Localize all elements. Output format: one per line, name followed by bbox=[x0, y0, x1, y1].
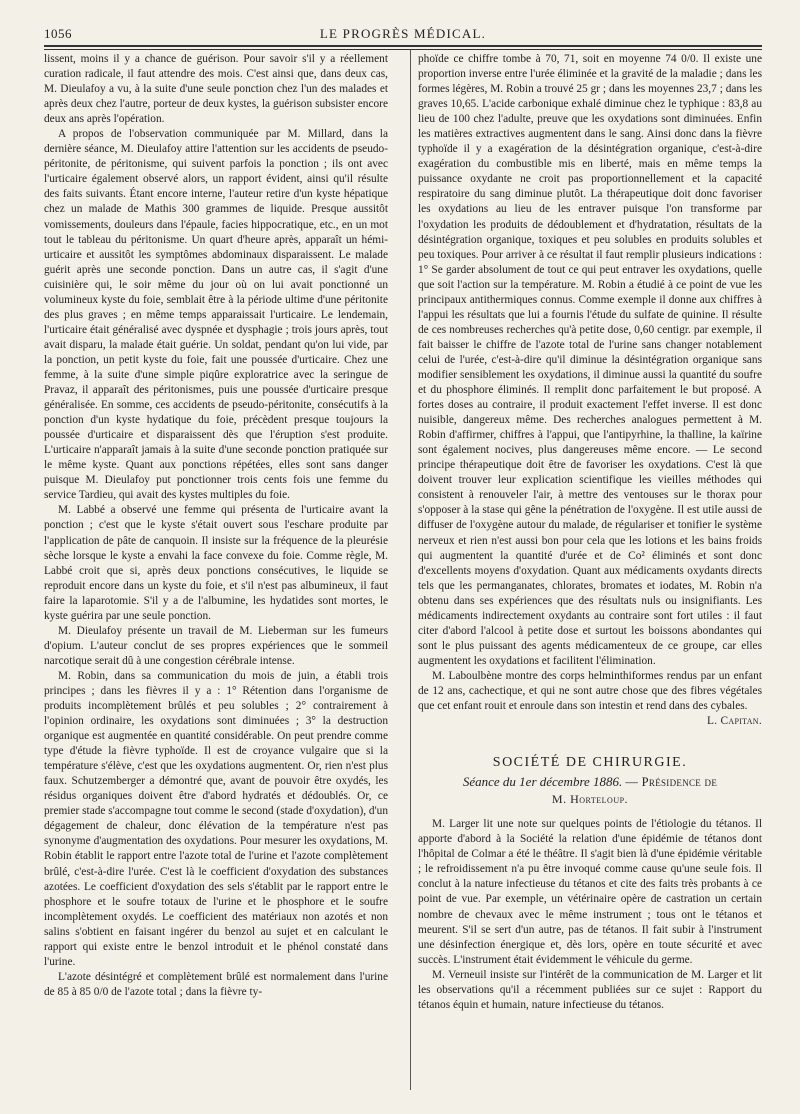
header-rule-thick bbox=[44, 45, 762, 47]
presidency-label: — Présidence de bbox=[625, 775, 718, 790]
paragraph: M. Larger lit une note sur quelques points de l'étiologie du tétanos. Il apporte d'abord à la Société la relation d'une épidémie de tétanos dont l'hôpital de Colmar a été le théâtre. Il s'agit bien là d'une épidémie véritable ; le refroidissement n'a pu être invoqué comme cause qu'une seule fois. Il conclut à la nature infectieuse du tétanos et cite des faits très probants à ce point de vue. Par exemple, un vétérinaire opère de castration un certain nombre de chevaux avec le même instrument ; tous ont le tétanos et meurent. S'il se sert d'un autre, pas de tétanos. Il fait subir à l'instrument une désinfection énergique et, dès lors, opère en toute sécurité et avec succès. L'instrument était évidemment le véhicule du germe. bbox=[418, 818, 762, 966]
column-separator bbox=[410, 50, 411, 1090]
right-column bbox=[418, 52, 762, 1092]
paragraph: M. Robin, dans sa communication du mois de juin, a établi trois principes ; dans les fièvres il y a : 1° Rétention dans l'organisme de produits incomplètement brûlés et peu solubles ; 2° contrairement à l'opinion ordinaire, les oxydations sont diminuées ; 3° la destruction organique est augmentée en quantité considérable. On peut prendre comme type d'étude la fièvre typhoïde. Il est de croyance vulgaire que si la température s'élève, c'est que les oxydations augmentent. Or, rien n'est plus faux. Schutzemberger a démontré que, avant de pouvoir être oxydés, les résidus organiques doivent être d'abord hydratés et dédoublés. Or, ce premier stade s'accompagne tout comme le second (stade d'oxydation), d'un dégagement de chaleur, donc élévation de la température n'est pas synonyme d'augmentation des oxydations. Pour mesurer les oxydations, M. Robin établit le rapport entre l'azote total de l'urine et l'azote complètement brûlé, c'est-à-dire l'urée. C'est là le coefficient d'oxydation des substances azotées. Le coefficient d'oxydation des sels s'établit par le rapport entre le phosphore et le soufre totaux de l'urine et le phosphore et le soufre incomplètement oxydés. Le coefficient des matériaux non azotés et non salins s'obtient en faisant ingérer du benzol au sujet et en calculant le rapport qui existe entre le benzol introduit et le phénol constaté dans l'urine. bbox=[44, 669, 388, 968]
paragraph: M. Labbé a observé une femme qui présenta de l'urticaire avant la ponction ; c'est que le kyste s'était ouvert sous l'eschare produite par l'application de pâte de canquoin. Il insiste sur la fréquence de la pleurésie sèche lorsque le kyste a envahi la face convexe du foie. Comme règle, M. Labbé croit que si, après deux ponctions consécutives, le liquide se reproduit encore dans un kyste du foie, et s'il n'est pas albumineux, il faut faire la laparotomie. S'il y a de l'albumine, les hydatides sont mortes, le kyste guérira par une seule ponction. bbox=[44, 504, 388, 622]
session-date: Séance du 1er décembre 1886. bbox=[462, 774, 623, 790]
header-rule-thin bbox=[44, 49, 762, 50]
paragraph: phoïde ce chiffre tombe à 70, 71, soit en moyenne 74 0/0. Il existe une proportion inverse entre l'urée éliminée et la gravité de la maladie ; dans les formes légères, M. Robin a trouvé 25 gr ; dans les moyennes 23,7 ; dans les graves 10,65. L'acide carbonique exhalé diminue chez le typhique : 83,8 au lieu de 100 chez l'adulte, preuve que les oxydations sont diminuées. Enfin les matières extractives augmentent dans le sang. Ainsi donc dans la fièvre typhoïde il y a exagération de la désintégration organique, c'est-à-dire exagération du combustible mis en liberté, mais en même temps la puissance oxydante ne croit pas proportionnellement et la capacité respiratoire du sang diminue plutôt. La thérapeutique doit donc favoriser les oxydations au lieu de les entraver puisque l'on transforme par l'oxydation les produits de dédoublement et d'hydratation, résultats de la désintégration organique, toxiques et peu solubles en produits solubles et peu toxiques. Pour arriver à ce résultat il faut remplir plusieurs indications : 1° Se garder absolument de tout ce qui peut entraver les oxydations, quelle que soit l'action sur la température. M. Robin a étudié à ce point de vue les principaux antithermiques connus. Comme exemple il donne aux chiffres à l'appui les résultats que lui a fournis l'étude du sulfate de quinine. Il résulte de ces nombreuses recherches qu'à petite dose, 0,60 centigr. par exemple, il fait baisser le chiffre de l'azote total de l'urine sans changer notablement celui de l'urée, c'est-à-dire qu'il diminue la désintégration organique sans modifier sensiblement les oxydations, il diminue aussi la quantité du soufre et du phosphore éliminés. Il remplit donc parfaitement le but proposé. A fortes doses au contraire, il produit exactement l'effet inverse. Il est donc nuisible, dangereux même. Des recherches analogues permettent à M. Robin d'affirmer, chiffres à l'appui, que l'antipyrhine, la thalline, la kaïrine sont également nocives, plus dangereuses même encore. — Le second principe thérapeutique doit être de favoriser les oxydations. C'est là que doivent trouver leur explication scientifique les vieilles méthodes qui consistent à renouveler l'air, à mettre des ventouses sur le thorax pour s'opposer à la stase qui gêne la pénétration de l'oxygène. Il est utile aussi de diffuser de l'oxygène autour du malade, de régulariser et tonifier le système nerveux et rien n'est aussi bon pour cela que les lotions et les bains froids qui augmentent la quantité d'urée et de Co² éliminés et sont donc d'excellents moyens d'oxydation. Quant aux médicaments oxydants directs tels que les permanganates, chlorates, bromates et iodates, M. Robin n'a obtenu dans ses expériences que des résultats nuls ou insignifiants. Les médicaments indirectement oxydants au contraire sont fort utiles : il faut citer d'abord l'alcool à petite dose et surtout les boissons abondantes qui sont le plus puissant des agents médicamenteux de ce groupe, car elles augmentent les oxydations et facilitent l'élimination. bbox=[418, 53, 762, 667]
paragraph: M. Dieulafoy présente un travail de M. Lieberman sur les fumeurs d'opium. L'auteur conclut de ses propres expériences que le sommeil narcotique serait dû à une congestion cérébrale intense. bbox=[44, 624, 388, 667]
page-number: 1056 bbox=[44, 26, 72, 41]
paragraph: M. Verneuil insiste sur l'intérêt de la communication de M. Larger et lit les observations qu'il a récemment publiées sur ce sujet : Rapport du tétanos équin et humain, nature infectieuse du tétanos. bbox=[418, 968, 762, 1011]
president-name: M. Horteloup. bbox=[551, 792, 629, 807]
paragraph: A propos de l'observation communiquée par M. Millard, dans la dernière séance, M. Dieulafoy attire l'attention sur les accidents de pseudo-péritonite, de péritonisme, qui suivent parfois la ponction ; ils ont avec l'urticaire également observé alors, un rapport évident, ainsi qu'il résulte des faits suivants. Étant encore interne, l'auteur retire d'un kyste hépatique chez un malade de Mathis 300 grammes de liquide. Presque aussitôt vomissements, douleurs dans l'épaule, facies hippocratique, etc., en un mot tout le tableau du péritonisme. Un quart d'heure après, apparaît un hémi-urticaire et aussitôt les symptômes abdominaux disparaissent. Le malade guérit après une seconde ponction. Dans un autre cas, il s'agit d'une cuisinière qui, le soir même du jour où on lui avait ponctionné un volumineux kyste du foie, semblait être à la période ultime d'une péritonite des plus graves ; en même temps apparaissait l'urticaire. Le lendemain, l'urticaire était généralisé avec dyspnée et dysphagie ; trois jours après, tout avait disparu, la malade était guérie. Un soldat, pendant qu'on lui vide, par la ponction, un petit kyste du foie, fait une poussée d'urticaire. Chez une femme, à la suite d'une simple piqûre exploratrice avec la seringue de Pravaz, il apparaît des péritonismes, puis une poussée d'urticaire presque généralisée. En somme, ces accidents de pseudo-péritonite, consécutifs à la ponction d'un kyste hydatique du foie, précèdent presque toujours la poussée d'urticaire et disparaissent dès que l'éruption s'est produite. L'urticaire n'apparaît jamais à la suite d'une seconde ponction pratiquée sur le même kyste. Quant aux ponctions répétées, elles sont sans danger puisque M. Dieulafoy put ponctionner trois cents fois une femme du service Tardieu, qui avait des kystes multiples du foie. bbox=[44, 128, 388, 502]
author-signature: L. Capitan. bbox=[707, 715, 762, 728]
page-header bbox=[44, 22, 762, 44]
left-column bbox=[44, 52, 388, 1092]
session-line bbox=[418, 774, 762, 790]
section-heading: SOCIÉTÉ DE CHIRURGIE. bbox=[492, 755, 688, 771]
paragraph: M. Laboulbène montre des corps helminthiformes rendus par un enfant de 12 ans, cachectique, et qui ne sont autre chose que des fibres végétales que cet enfant rouit et enroule dans son intestin et rend dans des cybales. bbox=[418, 669, 762, 713]
running-title: LE PROGRÈS MÉDICAL. bbox=[319, 26, 487, 41]
paragraph: L'azote désintégré et complètement brûlé est normalement dans l'urine de 85 à 85 0/0 de l'azote total ; dans la fièvre ty- bbox=[44, 970, 388, 998]
paragraph: lissent, moins il y a chance de guérison. Pour savoir s'il y a réellement curation radicale, il faut attendre des mois. C'est ainsi que, dans deux cas, M. Dieulafoy a vu, à la suite d'une seule ponction chez l'un des malades et après deux chez l'autre, porteur de deux kystes, la guérison subsister encore deux ans après l'opération. bbox=[44, 53, 388, 126]
